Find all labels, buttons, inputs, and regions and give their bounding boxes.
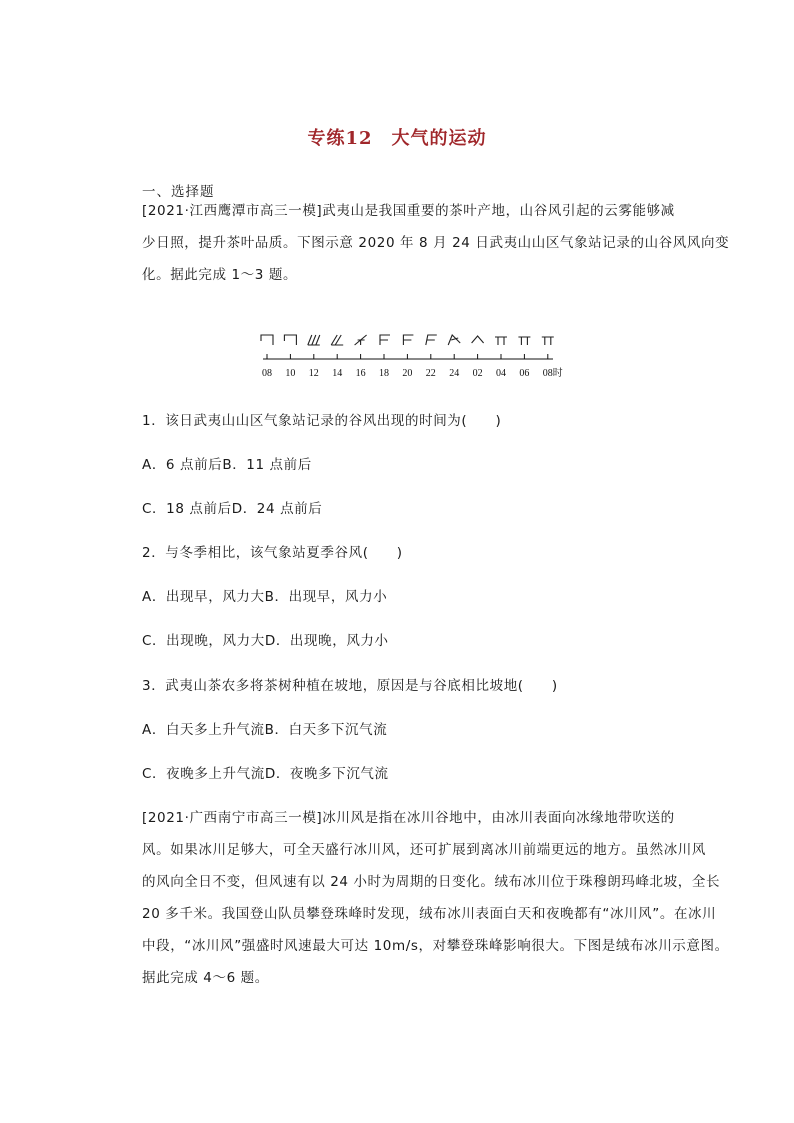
wind-barb-icon — [542, 337, 554, 345]
tick-label: 06 — [519, 368, 530, 379]
page-title: 专练12 大气的运动 — [307, 128, 487, 149]
para2-line2: 风。如果冰川足够大，可全天盛行冰川风，还可扩展到离冰川前端更远的地方。虽然冰川风 — [142, 842, 706, 858]
tick-label: 04 — [496, 368, 506, 379]
wind-barbs — [261, 335, 554, 345]
tick-label: 20 — [402, 368, 413, 379]
wind-direction-chart — [255, 325, 565, 380]
q3-options-ab — [142, 718, 387, 738]
para2-line1 — [142, 806, 675, 826]
q2-options-ab — [142, 585, 387, 605]
q2-options-cd — [142, 629, 389, 649]
tick-label: 10 — [285, 368, 296, 379]
q3-option-b[interactable]: B．白天多下沉气流 — [264, 722, 388, 738]
para1-source: [2021·江西鹰潭市高三一模] — [142, 203, 323, 219]
q1-option-a[interactable]: A．6 点前后 — [142, 457, 223, 473]
para1-text: 武夷山是我国重要的茶叶产地，山谷风引起的云雾能够减 — [322, 203, 675, 219]
tick-label: 14 — [332, 368, 343, 379]
q2-option-c[interactable]: C．出现晚，风力大 — [142, 633, 265, 649]
tick-label: 08 — [262, 368, 272, 379]
q3-option-c[interactable]: C．夜晚多上升气流 — [142, 766, 265, 782]
wind-barb-icon — [261, 335, 273, 345]
q3-options-cd — [142, 762, 389, 782]
para2-line5: 中段，“冰川风”强盛时风速最大可达 10m/s，对攀登珠峰影响很大。下图是绒布冰川示意图。 — [142, 938, 729, 954]
para2-line3: 的风向全日不变，但风速有以 24 小时为周期的日变化。绒布冰川位于珠穆朗玛峰北坡，全长 — [142, 874, 721, 890]
q2-option-b[interactable]: B．出现早，风力小 — [264, 589, 388, 605]
tick-label: 18 — [379, 368, 389, 379]
q3-stem: 3．武夷山茶农多将茶树种植在坡地，原因是与谷底相比坡地( ) — [142, 678, 558, 694]
tick-label: 02 — [472, 368, 483, 379]
wind-barb-icon — [308, 335, 320, 345]
para2-line6: 据此完成 4～6 题。 — [142, 970, 269, 986]
q1-option-c[interactable]: C．18 点前后 — [142, 501, 232, 517]
wind-barb-icon — [284, 335, 296, 345]
para2-source: [2021·广西南宁市高三一模] — [142, 810, 323, 826]
q2-option-d[interactable]: D．出现晚，风力小 — [264, 633, 389, 649]
para1-line2: 少日照，提升茶叶品质。下图示意 2020 年 8 月 24 日武夷山山区气象站记录的山谷风风向变 — [142, 235, 730, 251]
section-heading: 一、选择题 — [142, 184, 215, 200]
wind-barb-icon — [331, 335, 343, 345]
tick-label: 12 — [308, 368, 319, 379]
wind-barb-icon — [426, 335, 437, 345]
wind-barb-icon — [380, 335, 390, 345]
para2-line4: 20 多千米。我国登山队员攀登珠峰时发现，绒布冰川表面白天和夜晚都有“冰川风”。在冰川 — [142, 906, 717, 922]
para1-line1 — [142, 199, 675, 219]
q1-options-ab — [142, 453, 312, 473]
q2-stem: 2．与冬季相比，该气象站夏季谷风( ) — [142, 545, 403, 561]
para1-line3: 化。据此完成 1～3 题。 — [142, 267, 298, 283]
tick-label: 16 — [355, 368, 366, 379]
wind-barb-icon — [518, 337, 530, 345]
wind-barb-icon — [355, 335, 367, 345]
q1-options-cd — [142, 497, 322, 517]
tick-label: 22 — [425, 368, 436, 379]
tick-label: 08时 — [542, 368, 563, 379]
q1-option-d[interactable]: D．24 点前后 — [231, 501, 323, 517]
wind-barb-icon — [472, 336, 484, 343]
q3-option-d[interactable]: D．夜晚多下沉气流 — [264, 766, 389, 782]
para2-text: 冰川风是指在冰川谷地中，由冰川表面向冰缘地带吹送的 — [322, 810, 675, 826]
q2-option-a[interactable]: A．出现早，风力大 — [142, 589, 265, 605]
q3-option-a[interactable]: A．白天多上升气流 — [142, 722, 265, 738]
wind-barb-icon — [448, 335, 460, 345]
time-ticks — [267, 354, 548, 359]
wind-barb-icon — [495, 337, 507, 345]
time-tick-labels — [262, 366, 563, 379]
q1-option-b[interactable]: B．11 点前后 — [222, 457, 312, 473]
wind-barb-icon — [403, 335, 413, 345]
q1-stem: 1．该日武夷山山区气象站记录的谷风出现的时间为( ) — [142, 413, 502, 429]
tick-label: 24 — [449, 368, 460, 379]
